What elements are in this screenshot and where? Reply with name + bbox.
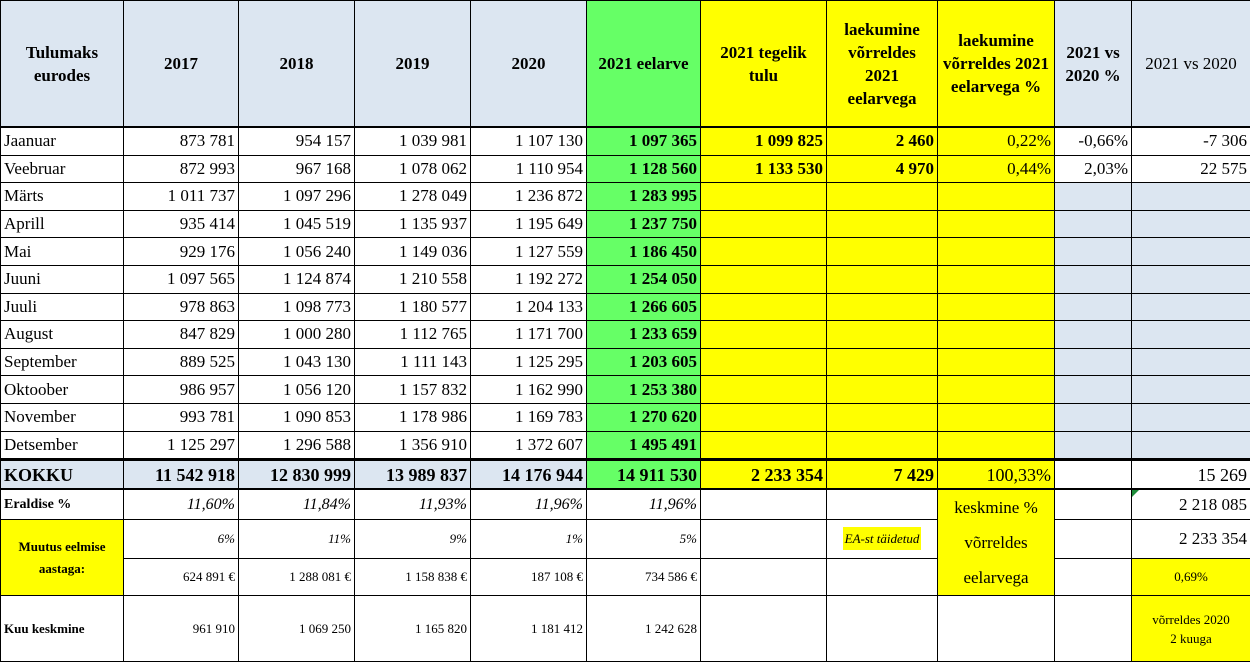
tax-table (0, 0, 1250, 127)
value-2018[interactable]: 1 043 130 (239, 348, 355, 376)
header-diff-pct[interactable]: laekumine võrreldes 2021 eelarvega % (938, 1, 1055, 127)
value-vs[interactable] (1132, 238, 1250, 266)
table-row (1, 183, 1250, 211)
kuu-side-line1: võrreldes 2020 (1152, 611, 1230, 627)
value-vs[interactable] (1132, 265, 1250, 293)
kuu-2020[interactable]: 1 181 412 (471, 596, 587, 662)
table-row (1, 321, 1250, 349)
value-diff[interactable] (827, 431, 938, 460)
summary-table (0, 489, 1250, 662)
value-diff[interactable] (827, 376, 938, 404)
value-budget[interactable]: 1 233 659 (587, 321, 701, 349)
kuu-row (1, 596, 1250, 662)
value-2019[interactable]: 1 157 832 (355, 376, 471, 404)
muutus-empty-1[interactable] (701, 520, 827, 559)
eraldise-2019[interactable]: 11,93% (355, 490, 471, 520)
value-2017[interactable]: 889 525 (124, 348, 239, 376)
value-2020[interactable]: 1 110 954 (471, 155, 587, 183)
value-diff[interactable] (827, 265, 938, 293)
kokku-2018[interactable]: 12 830 999 (239, 460, 355, 489)
value-budget[interactable]: 1 186 450 (587, 238, 701, 266)
value-vs-pct[interactable]: 2,03% (1055, 155, 1132, 183)
value-diff[interactable] (827, 403, 938, 431)
table-row (1, 403, 1250, 431)
value-2018[interactable]: 1 056 240 (239, 238, 355, 266)
value-vs-pct[interactable] (1055, 376, 1132, 404)
value-vs[interactable] (1132, 431, 1250, 460)
value-2017[interactable]: 872 993 (124, 155, 239, 183)
muutus-eur-empty-2[interactable] (827, 559, 938, 596)
header-row (1, 1, 1250, 127)
value-diff[interactable]: 4 970 (827, 155, 938, 183)
header-label[interactable]: Tulumaks eurodes (1, 1, 124, 127)
kokku-budget[interactable]: 14 911 530 (587, 460, 701, 489)
header-2018[interactable]: 2018 (239, 1, 355, 127)
table-row (1, 348, 1250, 376)
table-row (1, 293, 1250, 321)
value-actual[interactable] (701, 376, 827, 404)
eraldise-2018[interactable]: 11,84% (239, 490, 355, 520)
value-actual[interactable] (701, 210, 827, 238)
comment-indicator-icon (1132, 490, 1139, 497)
table-row (1, 376, 1250, 404)
table-row (1, 238, 1250, 266)
value-vs[interactable] (1132, 210, 1250, 238)
value-budget[interactable]: 1 270 620 (587, 403, 701, 431)
keskmine-line2: võrreldes (964, 533, 1028, 553)
kokku-diff-pct[interactable]: 100,33% (938, 460, 1055, 489)
ea-note: EA-st täidetud (843, 527, 922, 550)
table-row (1, 210, 1250, 238)
eraldise-side1[interactable] (1132, 490, 1250, 520)
value-2020[interactable]: 1 195 649 (471, 210, 587, 238)
eraldise-side1-value: 2 218 085 (1179, 494, 1247, 514)
month-name[interactable]: Aprill (1, 210, 124, 238)
value-actual[interactable] (701, 403, 827, 431)
value-2020[interactable]: 1 125 295 (471, 348, 587, 376)
month-name[interactable]: Märts (1, 183, 124, 211)
value-budget[interactable]: 1 237 750 (587, 210, 701, 238)
muutus-pct-row (1, 520, 1250, 559)
kuu-2018[interactable]: 1 069 250 (239, 596, 355, 662)
value-2019[interactable]: 1 112 765 (355, 321, 471, 349)
value-2018[interactable]: 1 296 588 (239, 431, 355, 460)
value-diff-pct[interactable] (938, 431, 1055, 460)
value-budget[interactable]: 1 283 995 (587, 183, 701, 211)
value-vs-pct[interactable] (1055, 431, 1132, 460)
months-table (0, 127, 1250, 489)
value-2018[interactable]: 1 000 280 (239, 321, 355, 349)
value-2019[interactable]: 1 178 986 (355, 403, 471, 431)
kokku-2017[interactable]: 11 542 918 (124, 460, 239, 489)
eraldise-budget[interactable]: 11,96% (587, 490, 701, 520)
value-vs-pct[interactable] (1055, 321, 1132, 349)
value-2019[interactable]: 1 180 577 (355, 293, 471, 321)
value-2019[interactable]: 1 210 558 (355, 265, 471, 293)
value-2020[interactable]: 1 204 133 (471, 293, 587, 321)
value-diff-pct[interactable] (938, 403, 1055, 431)
value-2019[interactable]: 1 149 036 (355, 238, 471, 266)
header-actual-2021[interactable]: 2021 tegelik tulu (701, 1, 827, 127)
value-budget[interactable]: 1 254 050 (587, 265, 701, 293)
keskmine-line3: eelarvega (963, 568, 1029, 588)
value-actual[interactable] (701, 321, 827, 349)
value-diff-pct[interactable]: 0,22% (938, 128, 1055, 156)
month-name[interactable]: November (1, 403, 124, 431)
value-budget[interactable]: 1 495 491 (587, 431, 701, 460)
muutus-label[interactable]: Muutus eelmise aastaga: (1, 520, 124, 596)
value-diff-pct[interactable] (938, 376, 1055, 404)
value-budget[interactable]: 1 097 365 (587, 128, 701, 156)
kuu-empty-4[interactable] (1055, 596, 1132, 662)
value-2018[interactable]: 967 168 (239, 155, 355, 183)
muutus-ebudget[interactable]: 734 586 € (587, 559, 701, 596)
value-actual[interactable]: 1 133 530 (701, 155, 827, 183)
kuu-2019[interactable]: 1 165 820 (355, 596, 471, 662)
value-vs-pct[interactable] (1055, 183, 1132, 211)
value-2018[interactable]: 1 045 519 (239, 210, 355, 238)
value-2019[interactable]: 1 078 062 (355, 155, 471, 183)
side-pct[interactable]: 0,69% (1132, 559, 1250, 596)
value-vs-pct[interactable] (1055, 348, 1132, 376)
header-2017[interactable]: 2017 (124, 1, 239, 127)
kuu-empty-2[interactable] (827, 596, 938, 662)
month-name[interactable]: Juuni (1, 265, 124, 293)
muutus-p2020[interactable]: 1% (471, 520, 587, 559)
header-vs2020[interactable]: 2021 vs 2020 (1132, 1, 1250, 127)
value-vs[interactable] (1132, 293, 1250, 321)
value-vs-pct[interactable] (1055, 210, 1132, 238)
value-diff-pct[interactable] (938, 321, 1055, 349)
kokku-row (1, 460, 1250, 489)
muutus-p2018[interactable]: 11% (239, 520, 355, 559)
value-2020[interactable]: 1 127 559 (471, 238, 587, 266)
value-2020[interactable]: 1 171 700 (471, 321, 587, 349)
value-2020[interactable]: 1 236 872 (471, 183, 587, 211)
eraldise-empty-1[interactable] (701, 490, 827, 520)
month-name[interactable]: August (1, 321, 124, 349)
value-2018[interactable]: 1 098 773 (239, 293, 355, 321)
header-vs2020-pct[interactable]: 2021 vs 2020 % (1055, 1, 1132, 127)
value-diff-pct[interactable]: 0,44% (938, 155, 1055, 183)
kuu-2017[interactable]: 961 910 (124, 596, 239, 662)
eraldise-label[interactable]: Eraldise % (1, 490, 124, 520)
value-actual[interactable] (701, 293, 827, 321)
value-diff[interactable] (827, 238, 938, 266)
value-diff[interactable] (827, 321, 938, 349)
muutus-empty-2[interactable] (1055, 520, 1132, 559)
table-row (1, 128, 1250, 156)
value-2018[interactable]: 954 157 (239, 128, 355, 156)
value-vs[interactable]: 22 575 (1132, 155, 1250, 183)
muutus-e2020[interactable]: 187 108 € (471, 559, 587, 596)
value-2020[interactable]: 1 162 990 (471, 376, 587, 404)
value-2017[interactable]: 978 863 (124, 293, 239, 321)
value-vs-pct[interactable]: -0,66% (1055, 128, 1132, 156)
value-2017[interactable]: 929 176 (124, 238, 239, 266)
value-2018[interactable]: 1 097 296 (239, 183, 355, 211)
kokku-2020[interactable]: 14 176 944 (471, 460, 587, 489)
value-2019[interactable]: 1 111 143 (355, 348, 471, 376)
eraldise-empty-2[interactable] (827, 490, 938, 520)
muutus-eur-empty-3[interactable] (1055, 559, 1132, 596)
muutus-p2019[interactable]: 9% (355, 520, 471, 559)
value-vs[interactable]: -7 306 (1132, 128, 1250, 156)
value-diff-pct[interactable] (938, 265, 1055, 293)
value-2017[interactable]: 847 829 (124, 321, 239, 349)
value-2017[interactable]: 986 957 (124, 376, 239, 404)
eraldise-row (1, 490, 1250, 520)
value-vs[interactable] (1132, 376, 1250, 404)
value-2017[interactable]: 1 011 737 (124, 183, 239, 211)
value-vs[interactable] (1132, 403, 1250, 431)
header-2019[interactable]: 2019 (355, 1, 471, 127)
value-diff-pct[interactable] (938, 348, 1055, 376)
muutus-pbudget[interactable]: 5% (587, 520, 701, 559)
kuu-side-note[interactable] (1132, 596, 1250, 662)
value-2018[interactable]: 1 124 874 (239, 265, 355, 293)
keskmine-note[interactable] (938, 490, 1055, 596)
month-rows (1, 128, 1250, 460)
value-diff-pct[interactable] (938, 210, 1055, 238)
value-diff[interactable] (827, 210, 938, 238)
month-name[interactable]: Mai (1, 238, 124, 266)
muutus-e2019[interactable]: 1 158 838 € (355, 559, 471, 596)
value-2019[interactable]: 1 278 049 (355, 183, 471, 211)
ea-note-cell[interactable] (827, 520, 938, 559)
value-diff[interactable] (827, 293, 938, 321)
value-budget[interactable]: 1 266 605 (587, 293, 701, 321)
header-diff[interactable]: laekumine võrreldes 2021 eelarvega (827, 1, 938, 127)
value-vs-pct[interactable] (1055, 293, 1132, 321)
kuu-empty-1[interactable] (701, 596, 827, 662)
value-diff[interactable]: 2 460 (827, 128, 938, 156)
value-2019[interactable]: 1 135 937 (355, 210, 471, 238)
value-2017[interactable]: 993 781 (124, 403, 239, 431)
value-actual[interactable] (701, 348, 827, 376)
kuu-empty-3[interactable] (938, 596, 1055, 662)
value-vs[interactable] (1132, 321, 1250, 349)
table-row (1, 155, 1250, 183)
kokku-diff[interactable]: 7 429 (827, 460, 938, 489)
muutus-side2[interactable]: 2 233 354 (1132, 520, 1250, 559)
value-2018[interactable]: 1 056 120 (239, 376, 355, 404)
month-name[interactable]: Veebruar (1, 155, 124, 183)
month-name[interactable]: Oktoober (1, 376, 124, 404)
value-budget[interactable]: 1 253 380 (587, 376, 701, 404)
muutus-e2017[interactable]: 624 891 € (124, 559, 239, 596)
value-budget[interactable]: 1 128 560 (587, 155, 701, 183)
muutus-eur-row (1, 559, 1250, 596)
value-vs-pct[interactable] (1055, 238, 1132, 266)
value-2018[interactable]: 1 090 853 (239, 403, 355, 431)
value-budget[interactable]: 1 203 605 (587, 348, 701, 376)
month-name[interactable]: Jaanuar (1, 128, 124, 156)
value-2020[interactable]: 1 192 272 (471, 265, 587, 293)
kokku-label[interactable]: KOKKU (1, 460, 124, 489)
value-actual[interactable] (701, 238, 827, 266)
kuu-label[interactable]: Kuu keskmine (1, 596, 124, 662)
muutus-eur-empty-1[interactable] (701, 559, 827, 596)
value-actual[interactable]: 1 099 825 (701, 128, 827, 156)
table-row (1, 431, 1250, 460)
value-2020[interactable]: 1 169 783 (471, 403, 587, 431)
kokku-vs[interactable]: 15 269 (1132, 460, 1250, 489)
table-row (1, 265, 1250, 293)
kuu-side-line2: 2 kuuga (1170, 630, 1212, 646)
value-2017[interactable]: 935 414 (124, 210, 239, 238)
value-vs[interactable] (1132, 348, 1250, 376)
value-diff-pct[interactable] (938, 293, 1055, 321)
value-2019[interactable]: 1 356 910 (355, 431, 471, 460)
value-diff-pct[interactable] (938, 238, 1055, 266)
value-actual[interactable] (701, 183, 827, 211)
kuu-budget[interactable]: 1 242 628 (587, 596, 701, 662)
value-vs-pct[interactable] (1055, 265, 1132, 293)
value-actual[interactable] (701, 265, 827, 293)
eraldise-2020[interactable]: 11,96% (471, 490, 587, 520)
eraldise-empty-3[interactable] (1055, 490, 1132, 520)
month-name[interactable]: September (1, 348, 124, 376)
eraldise-2017[interactable]: 11,60% (124, 490, 239, 520)
month-name[interactable]: Detsember (1, 431, 124, 460)
keskmine-line1: keskmine % (954, 498, 1038, 518)
kokku-actual[interactable]: 2 233 354 (701, 460, 827, 489)
value-2017[interactable]: 1 125 297 (124, 431, 239, 460)
value-2020[interactable]: 1 372 607 (471, 431, 587, 460)
value-2019[interactable]: 1 039 981 (355, 128, 471, 156)
value-diff[interactable] (827, 348, 938, 376)
month-name[interactable]: Juuli (1, 293, 124, 321)
header-2020[interactable]: 2020 (471, 1, 587, 127)
value-2020[interactable]: 1 107 130 (471, 128, 587, 156)
value-diff[interactable] (827, 183, 938, 211)
kokku-vs-pct[interactable] (1055, 460, 1132, 489)
value-vs-pct[interactable] (1055, 403, 1132, 431)
muutus-p2017[interactable]: 6% (124, 520, 239, 559)
value-diff-pct[interactable] (938, 183, 1055, 211)
value-vs[interactable] (1132, 183, 1250, 211)
muutus-e2018[interactable]: 1 288 081 € (239, 559, 355, 596)
value-actual[interactable] (701, 431, 827, 460)
kokku-2019[interactable]: 13 989 837 (355, 460, 471, 489)
value-2017[interactable]: 873 781 (124, 128, 239, 156)
header-budget-2021[interactable]: 2021 eelarve (587, 1, 701, 127)
value-2017[interactable]: 1 097 565 (124, 265, 239, 293)
